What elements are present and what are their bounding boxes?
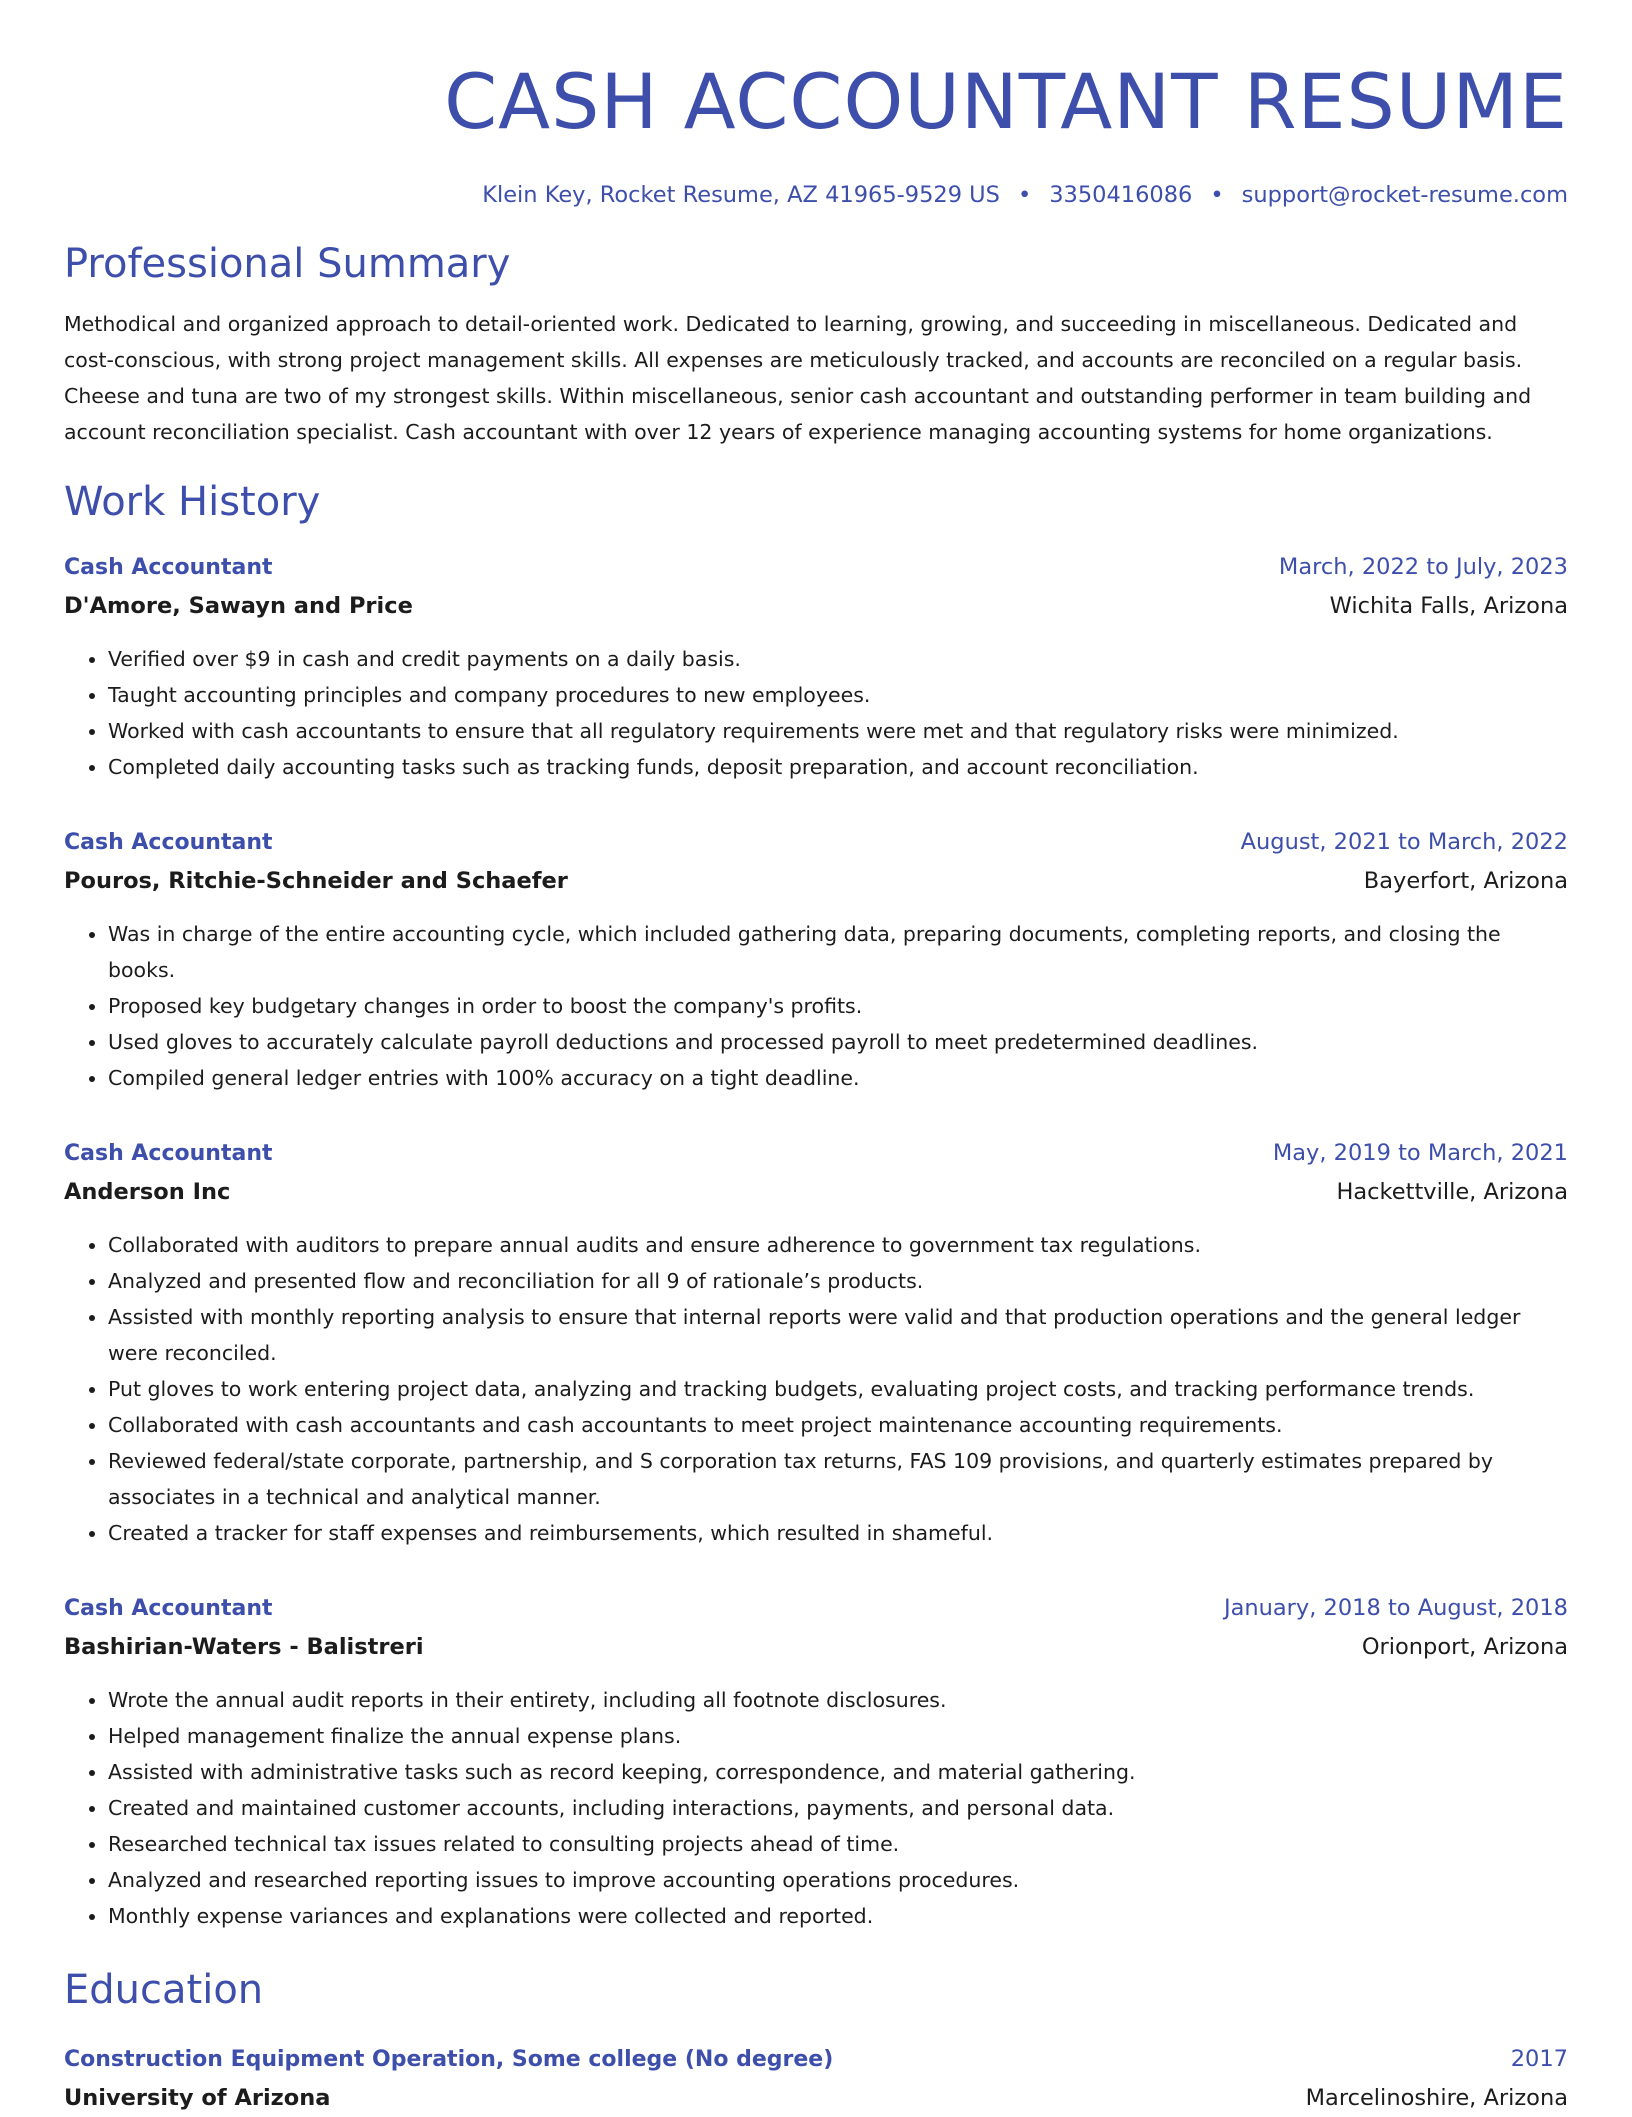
job-bullet: • Created a tracker for staff expenses and reimbursements, which resulted in shameful. (108, 1515, 1568, 1551)
job-bullet: • Collaborated with auditors to prepare annual audits and ensure adherence to government tax regulations. (108, 1227, 1568, 1263)
job-bullet-list (64, 641, 1568, 785)
contact-separator: • (1210, 182, 1224, 208)
job-bullet: • Assisted with monthly reporting analysis to ensure that internal reports were valid and that production operations and the general ledger were reconciled. (108, 1299, 1568, 1371)
contact-address: Klein Key, Rocket Resume, AZ 41965-9529 US (482, 182, 1000, 208)
contact-phone: 3350416086 (1049, 182, 1193, 208)
job-entry (64, 1134, 1568, 1551)
job-bullet: • Reviewed federal/state corporate, partnership, and S corporation tax returns, FAS 109 provisions, and quarterly estimates prepared by associates in a technical and analytical manner. (108, 1443, 1568, 1515)
contact-separator: • (1017, 182, 1032, 208)
job-title: Cash Accountant (64, 830, 273, 855)
job-bullet: • Was in charge of the entire accounting cycle, which included gathering data, preparing documents, completing reports, and closing the books. (108, 916, 1568, 988)
job-header-row (64, 1134, 1568, 1173)
job-location: Orionport, Arizona (1361, 1634, 1568, 1660)
job-entry (64, 548, 1568, 785)
job-company: Anderson Inc (64, 1179, 231, 1205)
job-bullet: • Monthly expense variances and explanations were collected and reported. (108, 1898, 1568, 1934)
job-bullet: • Taught accounting principles and company procedures to new employees. (108, 677, 1568, 713)
resume-title: CASH ACCOUNTANT RESUME (444, 57, 1568, 146)
job-bullet: • Used gloves to accurately calculate payroll deductions and processed payroll to meet predetermined deadlines. (108, 1024, 1568, 1060)
job-header-row (64, 823, 1568, 862)
summary-text: Methodical and organized approach to detail-oriented work. Dedicated to learning, growing, and succeeding in miscellaneous. Dedicated and cost-conscious, with strong project management skills. All expenses are meticulously tracked, and accounts are reconciled on a regular basis. Cheese and tuna are two of my strongest skills. Within miscellaneous, senior cash accountant and outstanding performer in team building and account reconciliation specialist. Cash accountant with over 12 years of experience managing accounting systems for home organizations. (64, 312, 1532, 444)
education-year: 2017 (1510, 2046, 1568, 2072)
job-company: Bashirian-Waters - Balistreri (64, 1634, 424, 1660)
job-bullet: • Helped management finalize the annual expense plans. (108, 1718, 1568, 1754)
job-company-row (64, 1173, 1568, 1211)
education-degree: Construction Equipment Operation, Some college (No degree) (64, 2047, 834, 2072)
education-school-row (64, 2079, 1568, 2117)
education-school: University of Arizona (64, 2085, 331, 2111)
job-entry (64, 1589, 1568, 1934)
job-title: Cash Accountant (64, 1141, 273, 1166)
job-title: Cash Accountant (64, 555, 273, 580)
job-bullet-list (64, 1227, 1568, 1551)
education-location: Marcelinoshire, Arizona (1305, 2085, 1568, 2111)
resume-content (64, 0, 1568, 2117)
job-bullet: • Collaborated with cash accountants and cash accountants to meet project maintenance accounting requirements. (108, 1407, 1568, 1443)
job-bullet: • Analyzed and presented flow and reconciliation for all 9 of rationale’s products. (108, 1263, 1568, 1299)
job-dates: May, 2019 to March, 2021 (1272, 1140, 1568, 1166)
job-location: Hackettville, Arizona (1336, 1179, 1568, 1205)
job-bullet: • Proposed key budgetary changes in order to boost the company's profits. (108, 988, 1568, 1024)
job-company: D'Amore, Sawayn and Price (64, 593, 413, 619)
education-entry (64, 2040, 1568, 2117)
section-heading-education: Education (64, 1967, 264, 2013)
job-company-row (64, 587, 1568, 625)
job-location: Bayerfort, Arizona (1363, 868, 1568, 894)
job-company-row (64, 862, 1568, 900)
job-bullet-list (64, 1682, 1568, 1934)
job-bullet: • Completed daily accounting tasks such as tracking funds, deposit preparation, and account reconciliation. (108, 749, 1568, 785)
job-location: Wichita Falls, Arizona (1329, 593, 1568, 619)
contact-email[interactable]: support@rocket-resume.com (1241, 182, 1568, 208)
education-header-row (64, 2040, 1568, 2079)
job-bullet: • Put gloves to work entering project data, analyzing and tracking budgets, evaluating project costs, and tracking performance trends. (108, 1371, 1568, 1407)
section-heading-summary: Professional Summary (64, 241, 511, 287)
job-company-row (64, 1628, 1568, 1666)
job-bullet: • Wrote the annual audit reports in their entirety, including all footnote disclosures. (108, 1682, 1568, 1718)
job-bullet: • Assisted with administrative tasks such as record keeping, correspondence, and material gathering. (108, 1754, 1568, 1790)
job-bullet: • Created and maintained customer accounts, including interactions, payments, and personal data. (108, 1790, 1568, 1826)
job-bullet: • Worked with cash accountants to ensure that all regulatory requirements were met and that regulatory risks were minimized. (108, 713, 1568, 749)
job-title: Cash Accountant (64, 1596, 273, 1621)
job-entry (64, 823, 1568, 1096)
job-dates: January, 2018 to August, 2018 (1223, 1595, 1568, 1621)
job-dates: August, 2021 to March, 2022 (1240, 829, 1568, 855)
work-history-list (64, 548, 1568, 1934)
section-heading-work-history: Work History (64, 479, 321, 525)
job-dates: March, 2022 to July, 2023 (1278, 554, 1568, 580)
contact-line (64, 178, 1568, 212)
job-company: Pouros, Ritchie-Schneider and Schaefer (64, 868, 568, 894)
job-header-row (64, 548, 1568, 587)
education-list (64, 2040, 1568, 2117)
job-bullet: • Compiled general ledger entries with 100% accuracy on a tight deadline. (108, 1060, 1568, 1096)
job-bullet: • Verified over $9 in cash and credit payments on a daily basis. (108, 641, 1568, 677)
job-bullet: • Analyzed and researched reporting issues to improve accounting operations procedures. (108, 1862, 1568, 1898)
job-bullet-list (64, 916, 1568, 1096)
job-header-row (64, 1589, 1568, 1628)
job-bullet: • Researched technical tax issues related to consulting projects ahead of time. (108, 1826, 1568, 1862)
